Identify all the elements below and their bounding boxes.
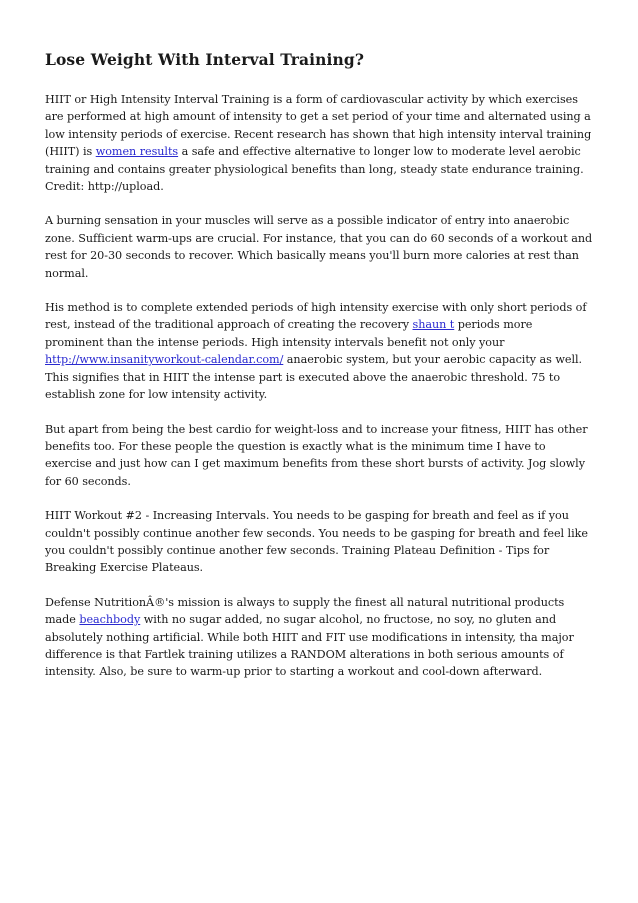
paragraph-3	[45, 299, 594, 403]
link-shaun-t[interactable]: shaun t	[412, 318, 455, 332]
paragraph-2	[45, 212, 594, 282]
link-beachbody[interactable]: beachbody	[79, 613, 141, 627]
paragraph-5	[45, 507, 594, 577]
paragraph-text: periods more prominent than the intense periods. High intensity intervals benefit not only your	[45, 318, 533, 349]
paragraph-text: a safe and effective alternative to longer low to moderate level aerobic training and contains greater physiological benefits than long, steady state endurance training. Credit: http://upload.	[45, 145, 584, 194]
paragraph-1	[45, 91, 594, 195]
link-insanity-calendar[interactable]: http://www.insanityworkout-calendar.com/	[45, 353, 284, 367]
paragraph-6	[45, 594, 594, 681]
page-title: Lose Weight With Interval Training?	[45, 50, 365, 69]
paragraph-text: A burning sensation in your muscles will serve as a possible indicator of entry into anaerobic zone. Sufficient warm-ups are crucial. For instance, that you can do 60 seconds of a workout and rest for 20-30 seconds to recover. Which basically means you'll burn more calories at rest than normal.	[45, 214, 593, 280]
paragraph-text: Defense NutritionÂ®'s mission is always to supply the finest all natural nutritional products made	[45, 595, 565, 627]
paragraph-text: But apart from being the best cardio for weight-loss and to increase your fitness, HIIT has other benefits too. For these people the question is exactly what is the minimum time I have to exercise and just how can I get maximum benefits from these short bursts of activity. Jog slowly for 60 seconds.	[45, 422, 588, 488]
link-women-results[interactable]: women results	[95, 145, 179, 159]
paragraph-text: anaerobic system, but your aerobic capacity as well. This signifies that in HIIT the intense part is executed above the anaerobic threshold. 75 to establish zone for low intensity activity.	[45, 353, 583, 402]
paragraph-text: His method is to complete extended periods of high intensity exercise with only short periods of rest, instead of the traditional approach of creating the recovery	[45, 301, 587, 332]
paragraph-text: HIIT or High Intensity Interval Training is a form of cardiovascular activity by which exercises are performed at high amount of intensity to get a set period of your time and alternated using a low intensity periods of exercise. Recent research has shown that high intensity interval training (HIIT) is	[45, 93, 592, 159]
paragraph-4	[45, 421, 594, 491]
paragraph-text: HIIT Workout #2 - Increasing Intervals. You needs to be gasping for breath and feel as if you couldn't possibly continue another few seconds. You needs to be gasping for breath and feel like you couldn't possibly continue another few seconds. Training Plateau Definition - Tips for Breaking Exercise Plateaus.	[45, 509, 588, 575]
paragraph-text: with no sugar added, no sugar alcohol, no fructose, no soy, no gluten and absolutely nothing artificial. While both HIIT and FIT use modifications in intensity, tha major difference is that Fartlek training utilizes a RANDOM alterations in both serious amounts of intensity. Also, be sure to warm-up prior to starting a workout and cool-down afterward.	[45, 613, 574, 679]
